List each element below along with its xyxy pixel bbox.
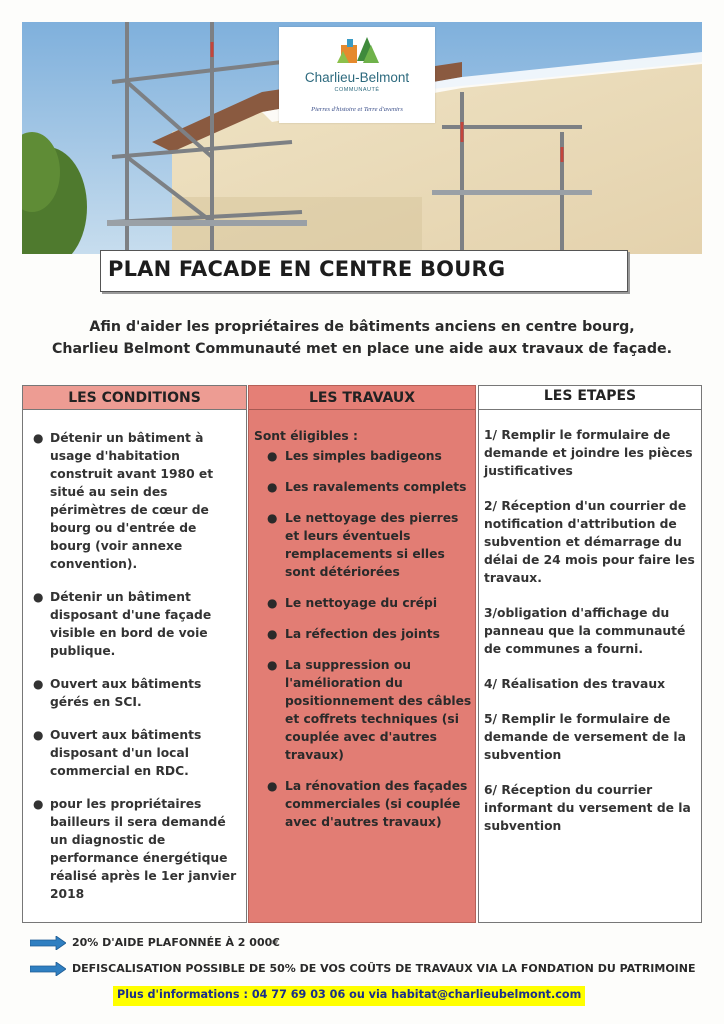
intro-line-2: Charlieu Belmont Communauté met en place une aide aux travaux de façade. <box>51 341 673 357</box>
condition-text: Détenir un bâtiment à usage d'habitation construit avant 1980 et situé au sein des périmètres de cœur de bourg ou d'entrée de bourg (voir annexe convention). <box>50 431 214 571</box>
work-text: Le nettoyage du crépi <box>285 596 438 610</box>
list-item <box>33 726 241 780</box>
list-item <box>33 429 241 573</box>
bullet-icon: ● <box>33 431 44 445</box>
list-item <box>267 447 475 465</box>
arrow-right-icon <box>30 962 66 976</box>
condition-text: Ouvert aux bâtiments disposant d'un local commercial en RDC. <box>50 728 202 778</box>
bullet-icon: ● <box>267 480 278 494</box>
aid-cap-note: 20% D'AIDE PLAFONNÉE À 2 000€ <box>72 936 280 949</box>
list-item <box>267 656 475 764</box>
work-text: La rénovation des façades commerciales (si couplée avec d'autres travaux) <box>285 779 468 829</box>
step-item: 3/obligation d'affichage du panneau que la communauté de communes a fourni. <box>484 606 686 656</box>
condition-text: Détenir un bâtiment disposant d'une façade visible en bord de voie publique. <box>50 590 212 658</box>
bullet-icon: ● <box>33 590 44 604</box>
works-intro: Sont éligibles : <box>254 429 358 443</box>
bullet-icon: ● <box>33 728 44 742</box>
steps-column <box>478 385 702 923</box>
steps-list <box>484 426 698 852</box>
step-item: 1/ Remplir le formulaire de demande et joindre les pièces justificatives <box>484 428 693 478</box>
works-header: LES TRAVAUX <box>249 386 475 410</box>
arrow-right-icon <box>30 936 66 950</box>
step-item: 5/ Remplir le formulaire de demande de versement de la subvention <box>484 712 686 762</box>
intro-text <box>20 316 704 360</box>
condition-text: pour les propriétaires bailleurs il sera demandé un diagnostic de performance énergétique réalisé après le 1er janvier 2018 <box>50 797 237 901</box>
charlieu-belmont-logo-icon <box>327 31 387 71</box>
logo-name: Charlieu-Belmont <box>304 70 410 85</box>
list-item <box>267 594 475 612</box>
conditions-list <box>33 429 241 918</box>
bullet-icon: ● <box>33 677 44 691</box>
work-text: La suppression ou l'amélioration du positionnement des câbles et coffrets techniques (si couplée avec d'autres travaux) <box>285 658 472 762</box>
list-item <box>33 675 241 711</box>
tax-exemption-note: DEFISCALISATION POSSIBLE DE 50% DE VOS COÛTS DE TRAVAUX VIA LA FONDATION DU PATRIMOINE <box>72 962 696 975</box>
list-item <box>267 625 475 643</box>
bullet-icon: ● <box>267 658 278 672</box>
bullet-icon: ● <box>267 511 278 525</box>
bullet-icon: ● <box>267 596 278 610</box>
conditions-column <box>22 385 247 923</box>
list-item <box>267 478 475 496</box>
logo-tagline: Pierres d'histoire et Terre d'avenirs <box>311 106 403 113</box>
work-text: Le nettoyage des pierres et leurs éventuels remplacements si elles sont détériorées <box>285 511 459 579</box>
conditions-header: LES CONDITIONS <box>23 386 246 410</box>
bullet-icon: ● <box>267 779 278 793</box>
works-list <box>267 447 475 844</box>
bullet-icon: ● <box>267 449 278 463</box>
logo-subtitle: COMMUNAUTÉ <box>334 87 380 93</box>
step-item: 4/ Réalisation des travaux <box>484 677 666 691</box>
contact-info: Plus d'informations : 04 77 69 03 06 ou via habitat@charlieubelmont.com <box>113 986 585 1006</box>
list-item <box>33 588 241 660</box>
logo-card <box>279 27 435 123</box>
work-text: Les ravalements complets <box>285 480 467 494</box>
list-item <box>33 795 241 903</box>
work-text: La réfection des joints <box>285 627 440 641</box>
work-text: Les simples badigeons <box>285 449 442 463</box>
bullet-icon: ● <box>267 627 278 641</box>
works-column <box>248 385 476 923</box>
steps-header: LES ETAPES <box>479 386 701 410</box>
title-box <box>100 250 628 292</box>
condition-text: Ouvert aux bâtiments gérés en SCI. <box>50 677 202 709</box>
bullet-icon: ● <box>33 797 44 811</box>
intro-line-1: Afin d'aider les propriétaires de bâtiments anciens en centre bourg, <box>89 319 635 335</box>
list-item <box>267 777 475 831</box>
list-item <box>267 509 475 581</box>
page-title: PLAN FACADE EN CENTRE BOURG <box>108 257 506 281</box>
step-item: 2/ Réception d'un courrier de notification d'attribution de subvention et démarrage du délai de 24 mois pour faire les travaux. <box>484 499 695 585</box>
step-item: 6/ Réception du courrier informant du versement de la subvention <box>484 783 691 833</box>
